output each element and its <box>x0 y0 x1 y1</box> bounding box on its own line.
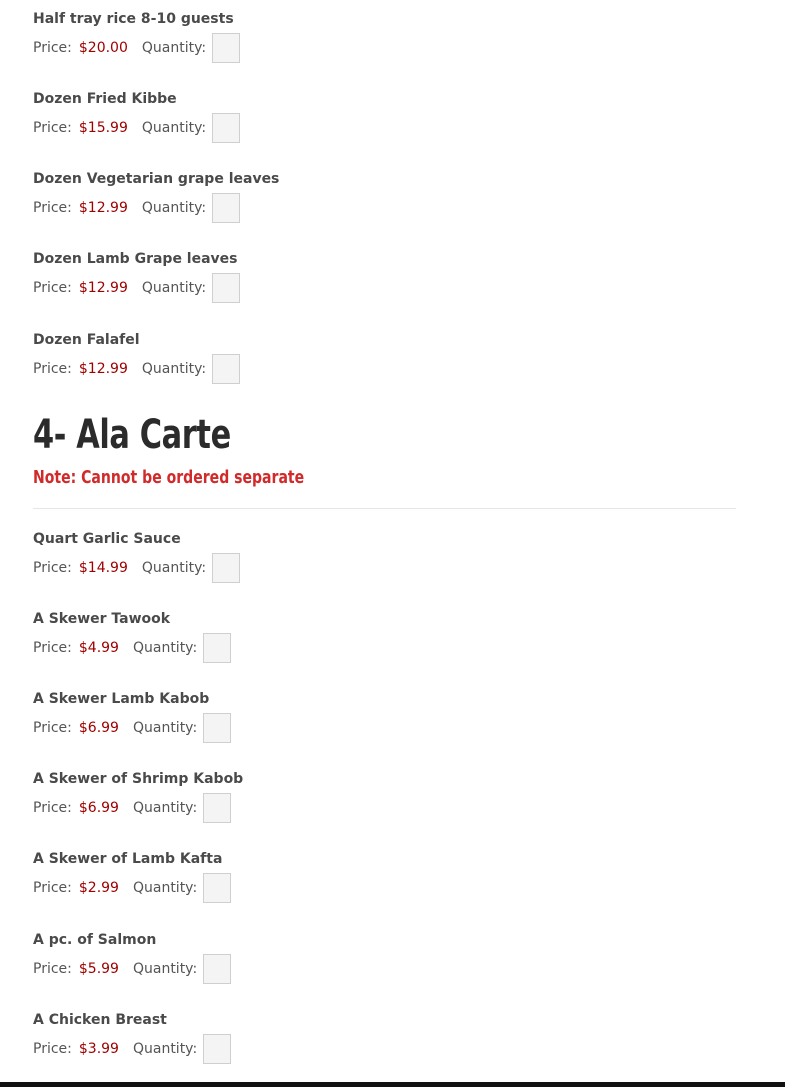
price-value: $12.99 <box>78 361 128 377</box>
item-name: Half tray rice 8-10 guests <box>33 11 234 27</box>
quantity-input[interactable] <box>212 113 240 143</box>
price-row <box>33 192 240 224</box>
quantity-input[interactable] <box>203 873 231 903</box>
price-value: $4.99 <box>78 640 119 656</box>
item-name: A pc. of Salmon <box>33 932 157 948</box>
quantity-label: Quantity: <box>141 40 207 56</box>
item-name: Dozen Lamb Grape leaves <box>33 251 238 267</box>
quantity-input[interactable] <box>212 193 240 223</box>
quantity-label: Quantity: <box>132 880 198 896</box>
price-label: Price: <box>33 720 72 736</box>
menu-item <box>33 530 633 610</box>
price-row <box>33 32 240 64</box>
quantity-input[interactable] <box>212 354 240 384</box>
menu-item <box>33 610 633 690</box>
price-value: $3.99 <box>78 1041 119 1057</box>
menu-item <box>33 170 633 250</box>
quantity-input[interactable] <box>203 793 231 823</box>
price-value: $15.99 <box>78 120 128 136</box>
price-label: Price: <box>33 40 72 56</box>
price-row <box>33 872 231 904</box>
price-label: Price: <box>33 200 72 216</box>
price-label: Price: <box>33 120 72 136</box>
item-name: A Skewer of Shrimp Kabob <box>33 771 244 787</box>
quantity-input[interactable] <box>212 33 240 63</box>
price-value: $2.99 <box>78 880 119 896</box>
quantity-input[interactable] <box>203 954 231 984</box>
section-note: Note: Cannot be ordered separate <box>33 467 305 488</box>
section-divider <box>33 508 736 509</box>
price-value: $14.99 <box>78 560 128 576</box>
price-row <box>33 353 240 385</box>
price-row <box>33 632 231 664</box>
price-label: Price: <box>33 800 72 816</box>
bottom-bar <box>0 1082 785 1087</box>
menu-item <box>33 931 633 1011</box>
price-value: $6.99 <box>78 800 119 816</box>
item-name: A Skewer Lamb Kabob <box>33 691 210 707</box>
price-value: $12.99 <box>78 200 128 216</box>
price-label: Price: <box>33 961 72 977</box>
item-name: Dozen Vegetarian grape leaves <box>33 171 280 187</box>
price-row <box>33 712 231 744</box>
menu-item <box>33 770 633 850</box>
menu-item <box>33 850 633 930</box>
quantity-input[interactable] <box>212 553 240 583</box>
price-label: Price: <box>33 560 72 576</box>
quantity-input[interactable] <box>203 633 231 663</box>
price-row <box>33 112 240 144</box>
quantity-label: Quantity: <box>141 200 207 216</box>
price-value: $5.99 <box>78 961 119 977</box>
price-value: $20.00 <box>78 40 128 56</box>
price-value: $6.99 <box>78 720 119 736</box>
quantity-label: Quantity: <box>132 640 198 656</box>
menu-item <box>33 690 633 770</box>
price-row <box>33 792 231 824</box>
price-row <box>33 552 240 584</box>
quantity-label: Quantity: <box>132 800 198 816</box>
price-row <box>33 1033 231 1065</box>
item-name: A Chicken Breast <box>33 1012 167 1028</box>
item-name: A Skewer Tawook <box>33 611 171 627</box>
quantity-input[interactable] <box>212 273 240 303</box>
item-name: Quart Garlic Sauce <box>33 531 181 547</box>
quantity-label: Quantity: <box>141 120 207 136</box>
quantity-label: Quantity: <box>132 1041 198 1057</box>
menu-item <box>33 1011 633 1091</box>
menu-item <box>33 331 633 411</box>
quantity-input[interactable] <box>203 1034 231 1064</box>
quantity-label: Quantity: <box>141 560 207 576</box>
price-row <box>33 272 240 304</box>
quantity-input[interactable] <box>203 713 231 743</box>
quantity-label: Quantity: <box>132 961 198 977</box>
price-label: Price: <box>33 280 72 296</box>
item-name: Dozen Falafel <box>33 332 140 348</box>
price-label: Price: <box>33 640 72 656</box>
price-label: Price: <box>33 1041 72 1057</box>
price-value: $12.99 <box>78 280 128 296</box>
quantity-label: Quantity: <box>132 720 198 736</box>
price-label: Price: <box>33 361 72 377</box>
section-heading: 4- Ala Carte <box>33 412 231 458</box>
quantity-label: Quantity: <box>141 280 207 296</box>
price-row <box>33 953 231 985</box>
item-name: A Skewer of Lamb Kafta <box>33 851 223 867</box>
menu-item <box>33 10 633 90</box>
price-label: Price: <box>33 880 72 896</box>
menu-item <box>33 250 633 330</box>
quantity-label: Quantity: <box>141 361 207 377</box>
menu-item <box>33 90 633 170</box>
item-name: Dozen Fried Kibbe <box>33 91 177 107</box>
